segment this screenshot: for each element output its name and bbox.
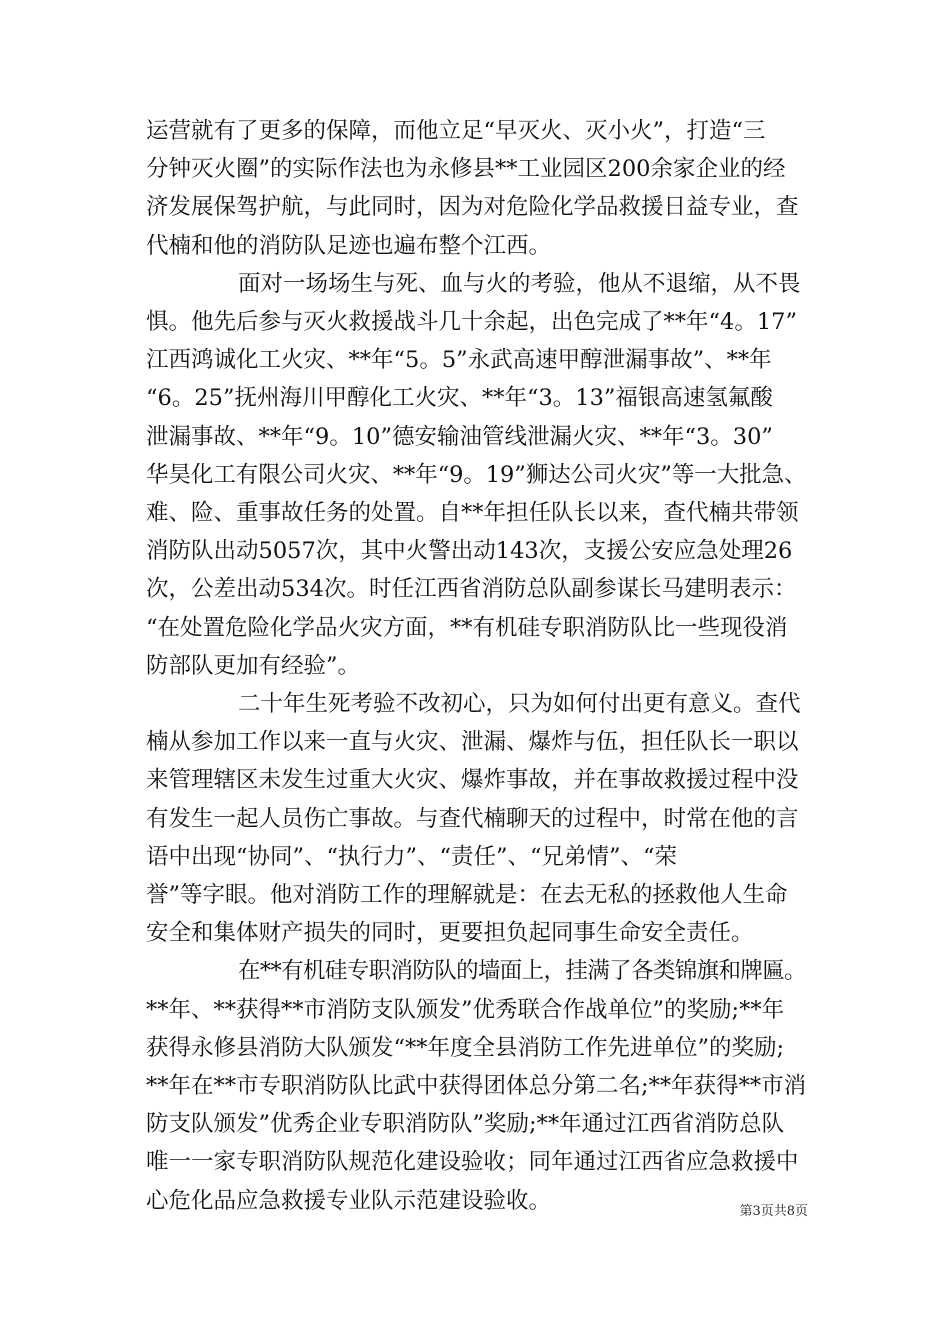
- text-line: “6。25”抚州海川甲醇化工火灾、**年“3。13”福银高速氢氟酸: [146, 385, 773, 412]
- text-line: 防部队更加有经验”。: [146, 652, 361, 679]
- paragraph-2: [146, 265, 806, 685]
- text-line: 二十年生死考验不改初心，只为如何付出更有意义。查代: [238, 691, 801, 718]
- text-line: 消防队出动5057次，其中火警出动143次，支援公安应急处理26: [146, 538, 793, 565]
- text-line: 有发生一起人员伤亡事故。与查代楠聊天的过程中，时常在他的言: [146, 805, 799, 832]
- text-line: 唯一一家专职消防队规范化建设验收；同年通过江西省应急救援中: [146, 1149, 799, 1176]
- text-line: 获得永修县消防大队颁发“**年度全县消防工作先进单位”的奖励;: [146, 1034, 785, 1061]
- text-line: 安全和集体财产损失的同时，更要担负起同事生命安全责任。: [146, 920, 754, 947]
- paragraph-1: [146, 112, 806, 265]
- text-line: 难、险、重事故任务的处置。自**年担任队长以来，查代楠共带领: [146, 500, 799, 527]
- text-line: 在**有机硅专职消防队的墙面上，挂满了各类锦旗和牌匾。: [238, 958, 806, 985]
- page-number: 第3页共8页: [739, 1204, 808, 1219]
- text-line: **年在**市专职消防队比武中获得团体总分第二名;**年获得**市消: [146, 1073, 807, 1100]
- text-line: 惧。他先后参与灭火救援战斗几十余起，出色完成了**年“4。17”: [146, 309, 797, 336]
- text-line: 运营就有了更多的保障，而他立足“早灭火、灭小火”，打造“三: [146, 118, 766, 144]
- text-line: 语中出现“协同”、“执行力”、“责任”、“兄弟情”、“荣: [146, 843, 678, 870]
- text-line: 江西鸿诚化工火灾、**年“5。5”永武高速甲醇泄漏事故”、**年: [146, 347, 772, 374]
- text-line: 分钟灭火圈”的实际作法也为永修县**工业园区200余家企业的经: [146, 156, 786, 183]
- text-line: 代楠和他的消防队足迹也遍布整个江西。: [146, 232, 552, 259]
- document-body: [146, 112, 806, 1220]
- text-line: 来管理辖区未发生过重大火灾、爆炸事故，并在事故救援过程中没: [146, 767, 799, 794]
- text-line: 誉”等字眼。他对消防工作的理解就是：在去无私的拯救他人生命: [146, 882, 788, 909]
- text-line: 面对一场场生与死、血与火的考验，他从不退缩，从不畏: [238, 270, 801, 297]
- text-line: “在处置危险化学品火灾方面，**有机硅专职消防队比一些现役消: [146, 614, 788, 641]
- paragraph-3: [146, 685, 806, 952]
- text-line: 次，公差出动534次。时任江西省消防总队副参谋长马建明表示：: [146, 576, 797, 603]
- text-line: 心危化品应急救援专业队示范建设验收。: [146, 1187, 552, 1214]
- text-line: **年、**获得**市消防支队颁发”优秀联合作战单位”的奖励;**年: [146, 996, 785, 1023]
- text-line: 泄漏事故、**年“9。10”德安输油管线泄漏火灾、**年“3。30”: [146, 423, 773, 450]
- text-line: 济发展保驾护航，与此同时，因为对危险化学品救援日益专业，查: [146, 194, 799, 221]
- text-line: 华昊化工有限公司火灾、**年“9。19”狮达公司火灾”等一大批急、: [146, 461, 807, 488]
- text-line: 防支队颁发”优秀企业专职消防队”奖励;**年通过江西省消防总队: [146, 1111, 785, 1138]
- paragraph-4: [146, 952, 806, 1219]
- text-line: 楠从参加工作以来一直与火灾、泄漏、爆炸与伍，担任队长一职以: [146, 729, 799, 756]
